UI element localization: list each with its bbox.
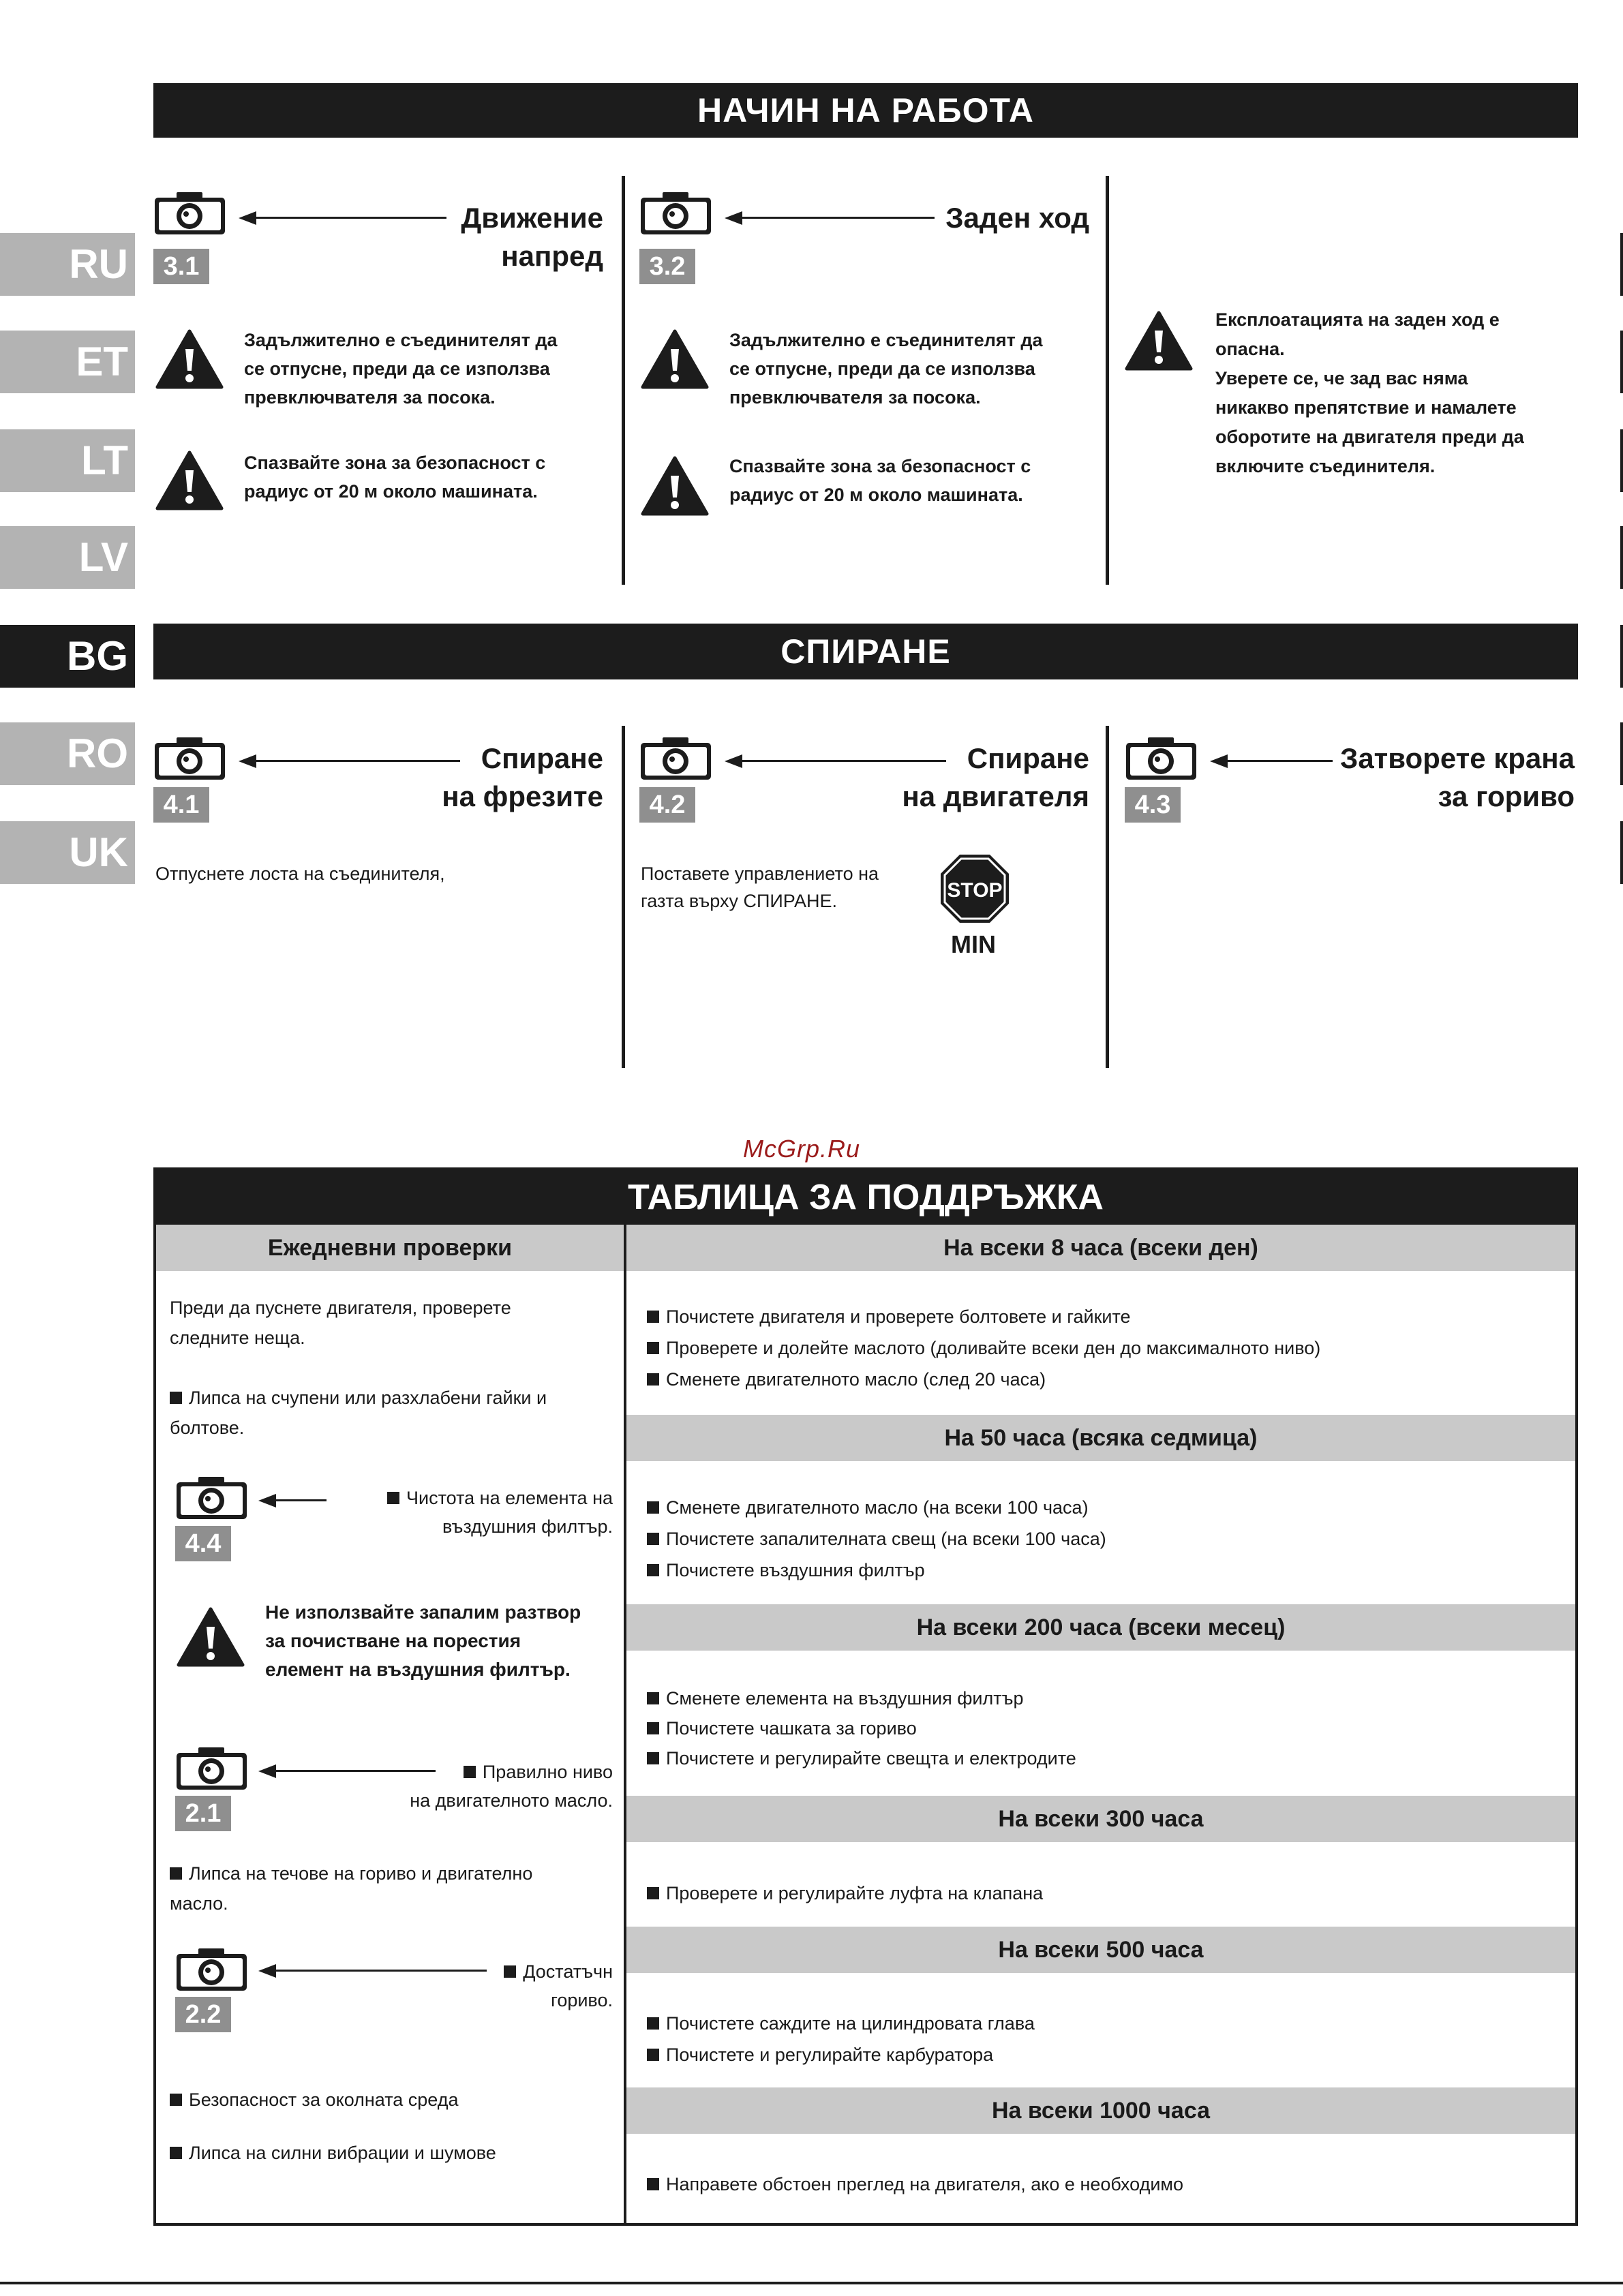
figure-badge: 4.3 [1125, 787, 1181, 823]
bullet-square [647, 1342, 659, 1354]
interval-header-1000h: На всеки 1000 часа [626, 2087, 1575, 2134]
lang-tab-lt[interactable]: LT [0, 429, 135, 492]
right-edge-tab [1620, 722, 1623, 785]
interval-item: Проверете и долейте маслото (доливайте всеки ден до максималното ниво) [647, 1332, 1320, 1364]
bullet-square [647, 2017, 659, 2030]
camera-icon [175, 1746, 248, 1791]
interval-item: Почистете запалителната свещ (на всеки 100 часа) [647, 1523, 1106, 1555]
warning-icon [155, 450, 224, 511]
column-divider [1106, 176, 1109, 585]
step-note: Поставете управлението на газта върху СПИРАНЕ. [641, 863, 879, 911]
daily-item-vibration: Липса на силни вибрации и шумове [170, 2138, 613, 2168]
daily-item-nuts: Липса на счупени или разхлабени гайки и болтове. [170, 1388, 547, 1438]
lang-tab-uk[interactable]: UK [0, 821, 135, 884]
interval-item: Почистете саждите на цилиндровата глава [647, 2008, 1035, 2039]
figure-badge: 4.2 [639, 787, 695, 823]
step-title-stop-engine: Спиране на двигателя [902, 742, 1089, 812]
min-label: MIN [951, 930, 996, 958]
figure-badge: 2.1 [175, 1796, 231, 1831]
interval-item: Сменете двигателното масло (след 20 часа) [647, 1364, 1046, 1395]
step-title-forward: Движение напред [461, 202, 603, 272]
bullet-square [647, 2049, 659, 2061]
column-divider [622, 726, 625, 1068]
bullet-square [647, 1501, 659, 1514]
air-filter-warning: Не използвайте запалим разтвор за почистване на порестия елемент на въздушния филтър. [265, 1602, 581, 1680]
right-edge-tab [1620, 526, 1623, 589]
watermark: McGrp.Ru [743, 1135, 861, 1163]
bullet-square [647, 2178, 659, 2190]
maintenance-table [153, 1167, 1578, 2226]
lang-tab-et[interactable]: ET [0, 331, 135, 393]
bullet-square [647, 1564, 659, 1576]
maintenance-title: ТАБЛИЦА ЗА ПОДДРЪЖКА [156, 1170, 1575, 1225]
table-column-divider [624, 1225, 626, 2223]
bullet-square [647, 1722, 659, 1734]
lang-tab-ru[interactable]: RU [0, 233, 135, 296]
figure-badge: 3.1 [153, 249, 209, 284]
arrow-left-icon [725, 211, 935, 225]
camera-icon [153, 736, 226, 781]
daily-item-fuel: Достатъчн гориво. [436, 1957, 613, 2015]
warning-icon [1125, 310, 1193, 371]
bullet-square [464, 1766, 476, 1778]
interval-item: Почистете чашката за гориво [647, 1713, 917, 1744]
interval-header-300h: На всеки 300 часа [626, 1796, 1575, 1842]
section-title-operation: НАЧИН НА РАБОТА [153, 83, 1578, 138]
lang-tab-ro[interactable]: RO [0, 722, 135, 785]
right-edge-tab [1620, 821, 1623, 884]
bullet-square [647, 1373, 659, 1386]
camera-icon [153, 191, 226, 236]
figure-badge: 2.2 [175, 1997, 231, 2032]
interval-item: Почистете и регулирайте свещта и електродите [647, 1743, 1076, 1774]
interval-item: Проверете и регулирайте луфта на клапана [647, 1878, 1043, 1909]
right-edge-tab [1620, 429, 1623, 492]
figure-badge: 4.1 [153, 787, 209, 823]
lang-tab-lv[interactable]: LV [0, 526, 135, 589]
daily-intro: Преди да пуснете двигателя, проверете следните неща. [170, 1298, 511, 1348]
bullet-square [504, 1965, 516, 1978]
warning-icon [155, 328, 224, 390]
interval-item: Почистете двигателя и проверете болтовете и гайките [647, 1301, 1131, 1332]
step-title-reverse: Заден ход [945, 202, 1089, 234]
section-title-stopping: СПИРАНЕ [153, 624, 1578, 679]
warning-icon [641, 328, 709, 390]
bullet-square [170, 1867, 182, 1880]
interval-item: Направете обстоен преглед на двигателя, ако е необходимо [647, 2169, 1183, 2200]
daily-item-air-filter: Чистота на елемента на въздушния филтър. [327, 1484, 613, 1541]
bullet-square [647, 1533, 659, 1545]
interval-item: Сменете двигателното масло (на всеки 100 часа) [647, 1492, 1089, 1523]
bullet-square [647, 1692, 659, 1704]
bullet-square [170, 1392, 182, 1404]
interval-item: Почистете въздушния филтър [647, 1555, 925, 1586]
arrow-left-icon [258, 1494, 327, 1507]
step-note: Отпуснете лоста на съединителя, [155, 863, 445, 884]
interval-header-50h: На 50 часа (всяка седмица) [626, 1415, 1575, 1461]
camera-icon [639, 191, 712, 236]
daily-item-oil-level: Правилно ниво на двигателното масло. [410, 1762, 613, 1811]
interval-item: Почистете и регулирайте карбуратора [647, 2039, 993, 2070]
daily-checks-header: Ежедневни проверки [156, 1225, 624, 1271]
bullet-square [647, 1887, 659, 1899]
camera-icon [175, 1947, 248, 1992]
figure-badge: 4.4 [175, 1526, 231, 1561]
interval-item: Сменете елемента на въздушния филтър [647, 1683, 1024, 1714]
step-title-close-fuel: Затворете крана за гориво [1340, 742, 1575, 812]
warning-icon [177, 1606, 245, 1668]
step-title-stop-tillers: Спиране на фрезите [442, 742, 603, 812]
daily-item-leaks: Липса на течове на гориво и двигателно масло. [170, 1863, 533, 1914]
right-edge-tab [1620, 331, 1623, 393]
camera-icon [639, 736, 712, 781]
bullet-square [647, 1311, 659, 1323]
bullet-square [170, 2094, 182, 2106]
camera-icon [1125, 736, 1198, 781]
svg-text:STOP: STOP [947, 879, 1003, 902]
warning-text: Задължително е съединителят да се отпусне, преди да се използва превключвателя за посока. [729, 330, 1043, 408]
interval-header-8h: На всеки 8 часа (всеки ден) [626, 1225, 1575, 1271]
right-edge-tab [1620, 233, 1623, 296]
warning-icon [641, 455, 709, 517]
column-divider [622, 176, 625, 585]
bullet-square [647, 1752, 659, 1764]
lang-tab-bg[interactable]: BG [0, 625, 135, 688]
figure-badge: 3.2 [639, 249, 695, 284]
daily-item-environment: Безопасност за околната среда [170, 2085, 613, 2115]
warning-text: Спазвайте зона за безопасност с радиус от 20 м около машината. [729, 456, 1031, 505]
right-edge-tab [1620, 625, 1623, 688]
bullet-square [387, 1492, 399, 1504]
warning-text: Спазвайте зона за безопасност с радиус от 20 м около машината. [244, 453, 546, 502]
bullet-square [170, 2147, 182, 2159]
reverse-warning-text: Експлоатацията на заден ход е опасна. Уверете се, че зад вас няма никакво препятствие и намалете оборотите на двигателя преди да включите съединителя. [1215, 309, 1524, 476]
stop-sign-icon [939, 853, 1010, 924]
camera-icon [175, 1475, 248, 1520]
column-divider [1106, 726, 1109, 1068]
interval-header-500h: На всеки 500 часа [626, 1927, 1575, 1973]
interval-header-200h: На всеки 200 часа (всеки месец) [626, 1604, 1575, 1651]
warning-text: Задължително е съединителят да се отпусне, преди да се използва превключвателя за посока. [244, 330, 558, 408]
page-bottom-rule [0, 2282, 1623, 2284]
